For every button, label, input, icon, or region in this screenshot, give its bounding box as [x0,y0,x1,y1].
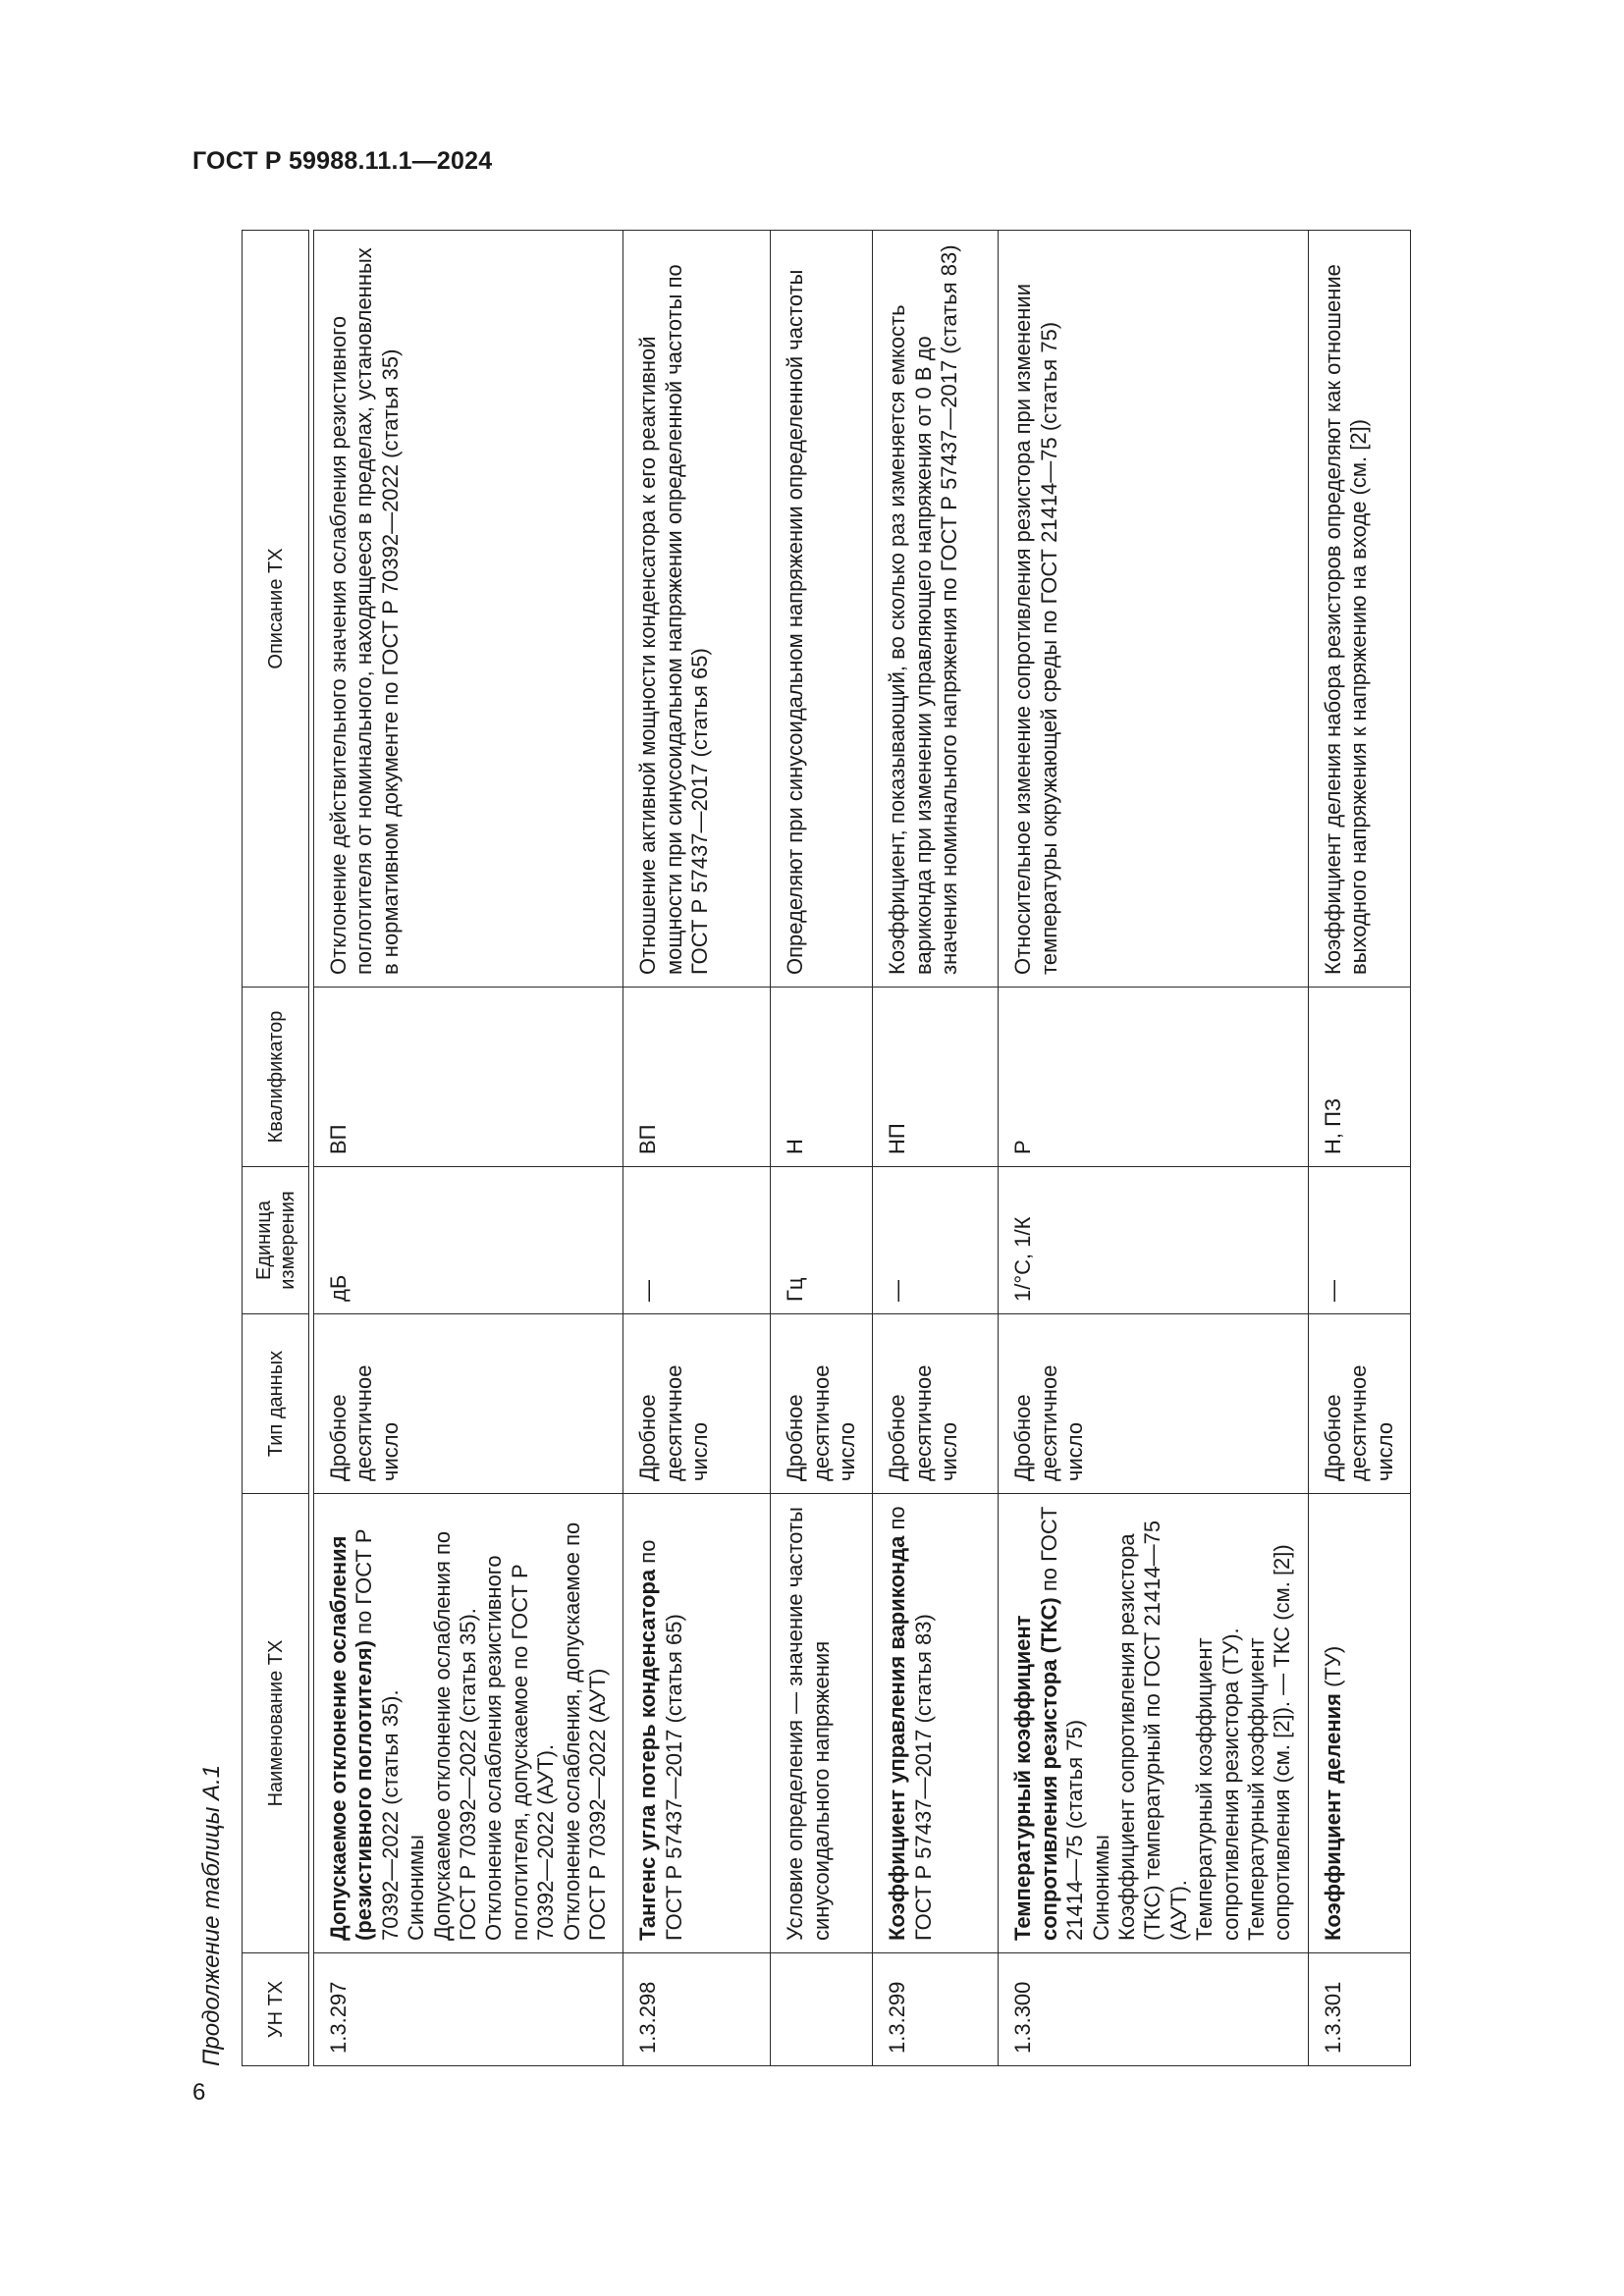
row-type: Дробное десятичное число [1308,1314,1410,1494]
header-qualifier: Квалификатор [243,988,309,1167]
row-name-bold: Коэффициент деления [1320,1693,1345,1941]
row-unit: 1/°С, 1/К [999,1167,1308,1314]
row-name-rest: по ГОСТ Р 70392—2022 (статья 35). [352,1528,403,1941]
row-description: Определяют при синусоидальном напряжении определенной частоты [771,231,873,988]
row-name-bold: Допускаемое отклонение ослабления (резистивного поглотителя) [326,1535,377,1941]
row-id: 1.3.299 [873,1953,999,2066]
synonym-item: Температурный коэффициент сопротивления (см. [2]). — ТКС (см. [2]) [1243,1544,1295,1941]
table-caption: Продолжение таблицы А.1 [198,1764,225,2066]
row-name-rest: по ГОСТ Р 57437—2017 (статья 83) [885,1506,936,1941]
row-name [999,1494,1308,1953]
synonym-item: Отклонение ослабления резистивного поглотителя, допускаемое по ГОСТ Р 70392—2022 (АУТ). [481,1555,559,1941]
page-number: 6 [192,2079,206,2106]
table-row [771,231,873,2066]
synonym-item: Отклонение ослабления, допускаемое по ГОСТ Р 70392—2022 (АУТ) [559,1522,610,1941]
row-id: 1.3.300 [999,1953,1308,2066]
row-type: Дробное десятичное число [999,1314,1308,1494]
row-qualifier: Н [771,988,873,1167]
synonym-item: Температурный коэффициент сопротивления резистора (ТУ). [1192,1628,1243,1941]
table-header-row [243,231,309,2066]
row-unit: — [1308,1167,1410,1314]
row-type: Дробное десятичное число [771,1314,873,1494]
row-name-bold: Тангенс угла потерь конденсатора [635,1569,661,1941]
row-name: Условие определения — значение частоты синусоидального напряжения [771,1494,873,1953]
row-id: 1.3.297 [314,1953,623,2066]
table-row [314,231,623,2066]
row-description: Отношение активной мощности конденсатора к его реактивной мощности при синусоидальном напряжении определенной частоты по ГОСТ Р 57437—2017 (статья 65) [623,231,771,988]
header-unit: Единица измерения [243,1167,309,1314]
row-name [314,1494,623,1953]
row-description: Относительное изменение сопротивления резистора при изменении температуры окружающей среды по ГОСТ 21414—75 (статья 75) [999,231,1308,988]
row-type: Дробное десятичное число [314,1314,623,1494]
row-description: Коэффициент деления набора резисторов определяют как отношение выходного напряжения к напряжению на входе (см. [2]) [1308,231,1410,988]
characteristics-table [242,230,1411,2066]
row-id: 1.3.301 [1308,1953,1410,2066]
row-qualifier: НП [873,988,999,1167]
row-name-rest: (ТУ) [1320,1645,1345,1694]
synonym-item: Допускаемое отклонение ослабления по ГОСТ Р 70392—2022 (статья 35). [429,1530,480,1941]
header-type: Тип данных [243,1314,309,1494]
row-name [1308,1494,1410,1953]
row-id [771,1953,873,2066]
row-name-bold: Коэффициент управления вариконда [885,1535,910,1941]
header-description: Описание ТХ [243,231,309,988]
header-id: УН ТХ [243,1953,309,2066]
table-row [1308,231,1410,2066]
table-row [623,231,771,2066]
row-qualifier: Р [999,988,1308,1167]
header-name: Наименование ТХ [243,1494,309,1953]
row-unit: — [623,1167,771,1314]
row-unit: дБ [314,1167,623,1314]
synonym-item: Коэффициент сопротивления резистора (ТКС) температурный по ГОСТ 21414—75 (АУТ). [1114,1520,1191,1941]
row-name-rest: по ГОСТ 21414—75 (статья 75) [1036,1506,1088,1941]
table-row [999,231,1308,2066]
synonyms-label: Синонимы [1088,1835,1113,1941]
row-unit: Гц [771,1167,873,1314]
row-name [623,1494,771,1953]
table-row [873,231,999,2066]
rotated-table-frame [192,231,1498,2066]
row-name-bold: Температурный коэффициент сопротивления резистора (ТКС) [1010,1597,1061,1941]
row-name [873,1494,999,1953]
row-qualifier: ВП [314,988,623,1167]
row-name-rest: по ГОСТ Р 57437—2017 (статья 65) [635,1539,686,1941]
row-type: Дробное десятичное число [623,1314,771,1494]
synonyms-label: Синонимы [404,1835,429,1941]
row-qualifier: ВП [623,988,771,1167]
row-type: Дробное десятичное число [873,1314,999,1494]
document-code: ГОСТ Р 59988.11.1—2024 [192,147,493,175]
row-qualifier: Н, ПЗ [1308,988,1410,1167]
row-id: 1.3.298 [623,1953,771,2066]
row-description: Отклонение действительного значения ослабления резистивного поглотителя от номинального, находящееся в пределах, установленных в нормативном документе по ГОСТ Р 70392—2022 (статья 35) [314,231,623,988]
row-unit: — [873,1167,999,1314]
row-description: Коэффициент, показывающий, во сколько раз изменяется емкость вариконда при изменении управляющего напряжения от 0 В до значения номинального напряжения по ГОСТ Р 57437—2017 (статья 83) [873,231,999,988]
